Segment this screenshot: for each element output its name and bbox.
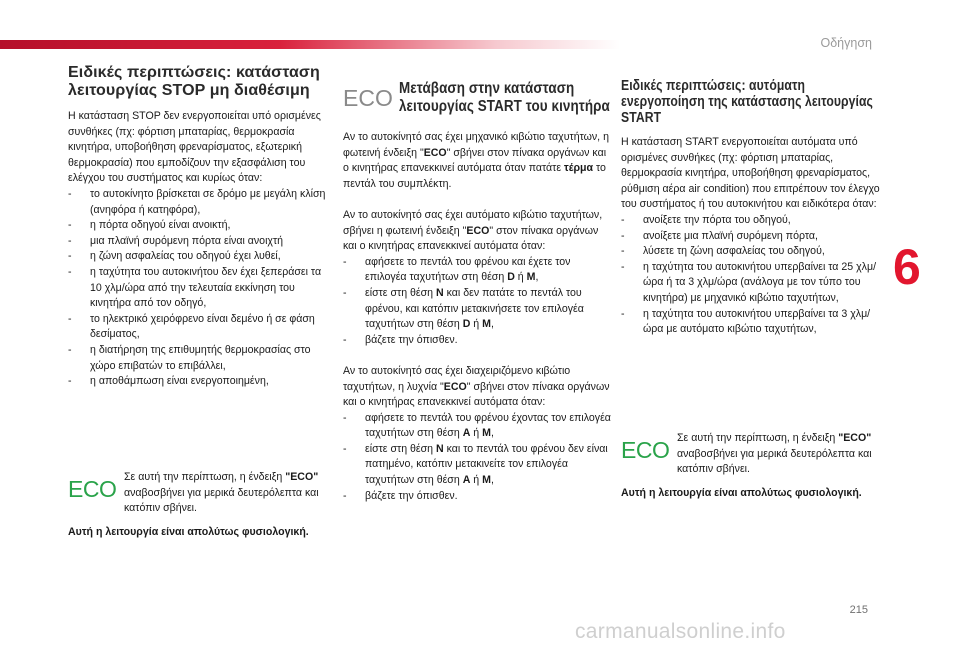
managed-gearbox-paragraph: Αν το αυτοκίνητό σας έχει διαχειριζόμενο κιβώτιο ταχυτήτων, η λυχνία "ECO" σβήνει στον πίνακα οργάνων και ο κινητήρας επανεκκινεί αυτόματα όταν:: [343, 364, 610, 409]
eco-note-box: [68, 470, 330, 540]
section-heading: Ειδικές περιπτώσεις: αυτόματη ενεργοποίηση της κατάστασης λειτουργίας START: [621, 78, 873, 126]
list-item: - ανοίξετε την πόρτα του οδηγού,: [621, 213, 791, 226]
list-item: - η ταχύτητα του αυτοκινήτου υπερβαίνει τα 3 χλμ/ώρα με αυτόματο κιβώτιο ταχυτήτων,: [621, 307, 871, 336]
conditions-list: [68, 187, 330, 390]
list-item: - βάζετε την όπισθεν.: [343, 333, 458, 346]
list-item: - η αποθάμπωση είναι ενεργοποιημένη,: [68, 375, 269, 388]
eco-final-note: Αυτή η λειτουργία είναι απολύτως φυσιολογική.: [68, 525, 309, 538]
list-item: - το αυτοκίνητο βρίσκεται σε δρόμο με μεγάλη κλίση (ανηφόρα ή κατηφόρα),: [68, 187, 326, 216]
list-item: - το ηλεκτρικό χειρόφρενο είναι δεμένο ή σε φάση δεσίματος,: [68, 312, 315, 341]
header-accent-bar: [0, 40, 620, 49]
eco-note-box: [621, 431, 889, 501]
eco-indicator-icon: ECO: [68, 476, 117, 502]
section-title: Οδήγηση: [820, 36, 872, 50]
list-item: - η διατήρηση της επιθυμητής θερμοκρασίας στο χώρο επιβατών το επιβάλλει,: [68, 343, 311, 372]
eco-indicator-icon: ECO: [621, 437, 670, 463]
intro-paragraph: Η κατάσταση START ενεργοποιείται αυτόματα υπό ορισμένες συνθήκες (πχ: φόρτιση μπαταρίας, θερμοκρασία κινητήρα, υποβοήθηση φρεναρίσματος, ρύθμιση αέρα air condition) που επιτρέπουν τον έλεγχο του συστήματος ή του αυτοκινήτου και ειδικότερα όταν:: [621, 136, 880, 211]
eco-note-text: Σε αυτή την περίπτωση, η ένδειξη "ECO" αναβοσβήνει για μερικά δευτερόλεπτα και κατόπιν σβήνει.: [124, 471, 319, 515]
list-item: - είστε στη θέση N και δεν πατάτε το πεντάλ του φρένου, και κατόπιν μετακινήσετε τον επιλογέα ταχυτήτων στη θέση D ή M,: [343, 286, 584, 331]
list-item: - λύσετε τη ζώνη ασφαλείας του οδηγού,: [621, 245, 825, 258]
list-item: - αφήσετε το πεντάλ του φρένου και έχετε τον επιλογέα ταχυτήτων στη θέση D ή M,: [343, 255, 571, 284]
column-stop-unavailable: [68, 64, 330, 390]
list-item: - η πόρτα οδηγού είναι ανοικτή,: [68, 219, 231, 232]
managed-conditions-list: [343, 411, 611, 505]
eco-note-text: Σε αυτή την περίπτωση, η ένδειξη "ECO" αναβοσβήνει για μερικά δευτερόλεπτα και κατόπιν σβήνει.: [677, 432, 872, 476]
list-item: - η ταχύτητα του αυτοκινήτου υπερβαίνει τα 25 χλμ/ώρα ή τα 3 χλμ/ώρα (ανάλογα με τον τύπο του κινητήρα) με μηχανικό κιβώτιο ταχυτήτων,: [621, 260, 877, 304]
list-item: - μια πλαϊνή συρόμενη πόρτα είναι ανοιχτή: [68, 234, 284, 247]
watermark: carmanualsonline.info: [575, 620, 786, 643]
eco-indicator-icon: ECO: [343, 85, 393, 111]
list-item: - η ταχύτητα του αυτοκινήτου δεν έχει ξεπεράσει τα 10 χλμ/ώρα από την τελευταία εκκίνηση του κινητήρα από τον οδηγό,: [68, 265, 322, 310]
list-item: - είστε στη θέση N και το πεντάλ του φρένου δεν είναι πατημένο, κατόπιν μετακινείτε τον επιλογέα ταχυτήτων στη θέση A ή M,: [343, 442, 608, 487]
list-item: - η ζώνη ασφαλείας του οδηγού έχει λυθεί,: [68, 250, 281, 263]
automatic-conditions-list: [343, 255, 611, 349]
page-number: 215: [849, 604, 868, 616]
list-item: - ανοίξετε μια πλαϊνή συρόμενη πόρτα,: [621, 229, 818, 242]
intro-paragraph: Η κατάσταση STOP δεν ενεργοποιείται υπό ορισμένες συνθήκες (πχ: φόρτιση μπαταρίας, θερμοκρασία κινητήρα, υποβοήθηση φρεναρίσματος, εξωτερική θερμοκρασία) που εμποδίζουν την εξασφάλιση του ελέγχου του συστήματος και κυρίως όταν:: [68, 110, 321, 185]
list-item: - βάζετε την όπισθεν.: [343, 489, 458, 502]
chapter-number: 6: [893, 239, 921, 295]
section-heading: Μετάβαση στην κατάσταση λειτουργίας START του κινητήρα: [399, 80, 610, 115]
column-start-transition: [343, 80, 611, 504]
eco-final-note: Αυτή η λειτουργία είναι απολύτως φυσιολογική.: [621, 486, 862, 499]
manual-gearbox-paragraph: Αν το αυτοκίνητό σας έχει μηχανικό κιβώτιο ταχυτήτων, η φωτεινή ένδειξη "ECO" σβήνει στον πίνακα οργάνων και ο κινητήρας επανεκκινεί αυτόματα όταν πατάτε τέρμα το πεντάλ του συμπλέκτη.: [343, 131, 609, 190]
list-item: - αφήσετε το πεντάλ του φρένου έχοντας τον επιλογέα ταχυτήτων στη θέση A ή M,: [343, 411, 611, 440]
section-heading: Ειδικές περιπτώσεις: κατάσταση λειτουργίας STOP μη διαθέσιμη: [68, 64, 320, 99]
automatic-gearbox-paragraph: Αν το αυτοκίνητό σας έχει αυτόματο κιβώτιο ταχυτήτων, σβήνει η φωτεινή ένδειξη "ECO" στον πίνακα οργάνων και ο κινητήρας επανεκκινεί αυτόματα όταν:: [343, 208, 603, 253]
conditions-list: [621, 213, 889, 338]
column-start-auto: [621, 78, 889, 338]
